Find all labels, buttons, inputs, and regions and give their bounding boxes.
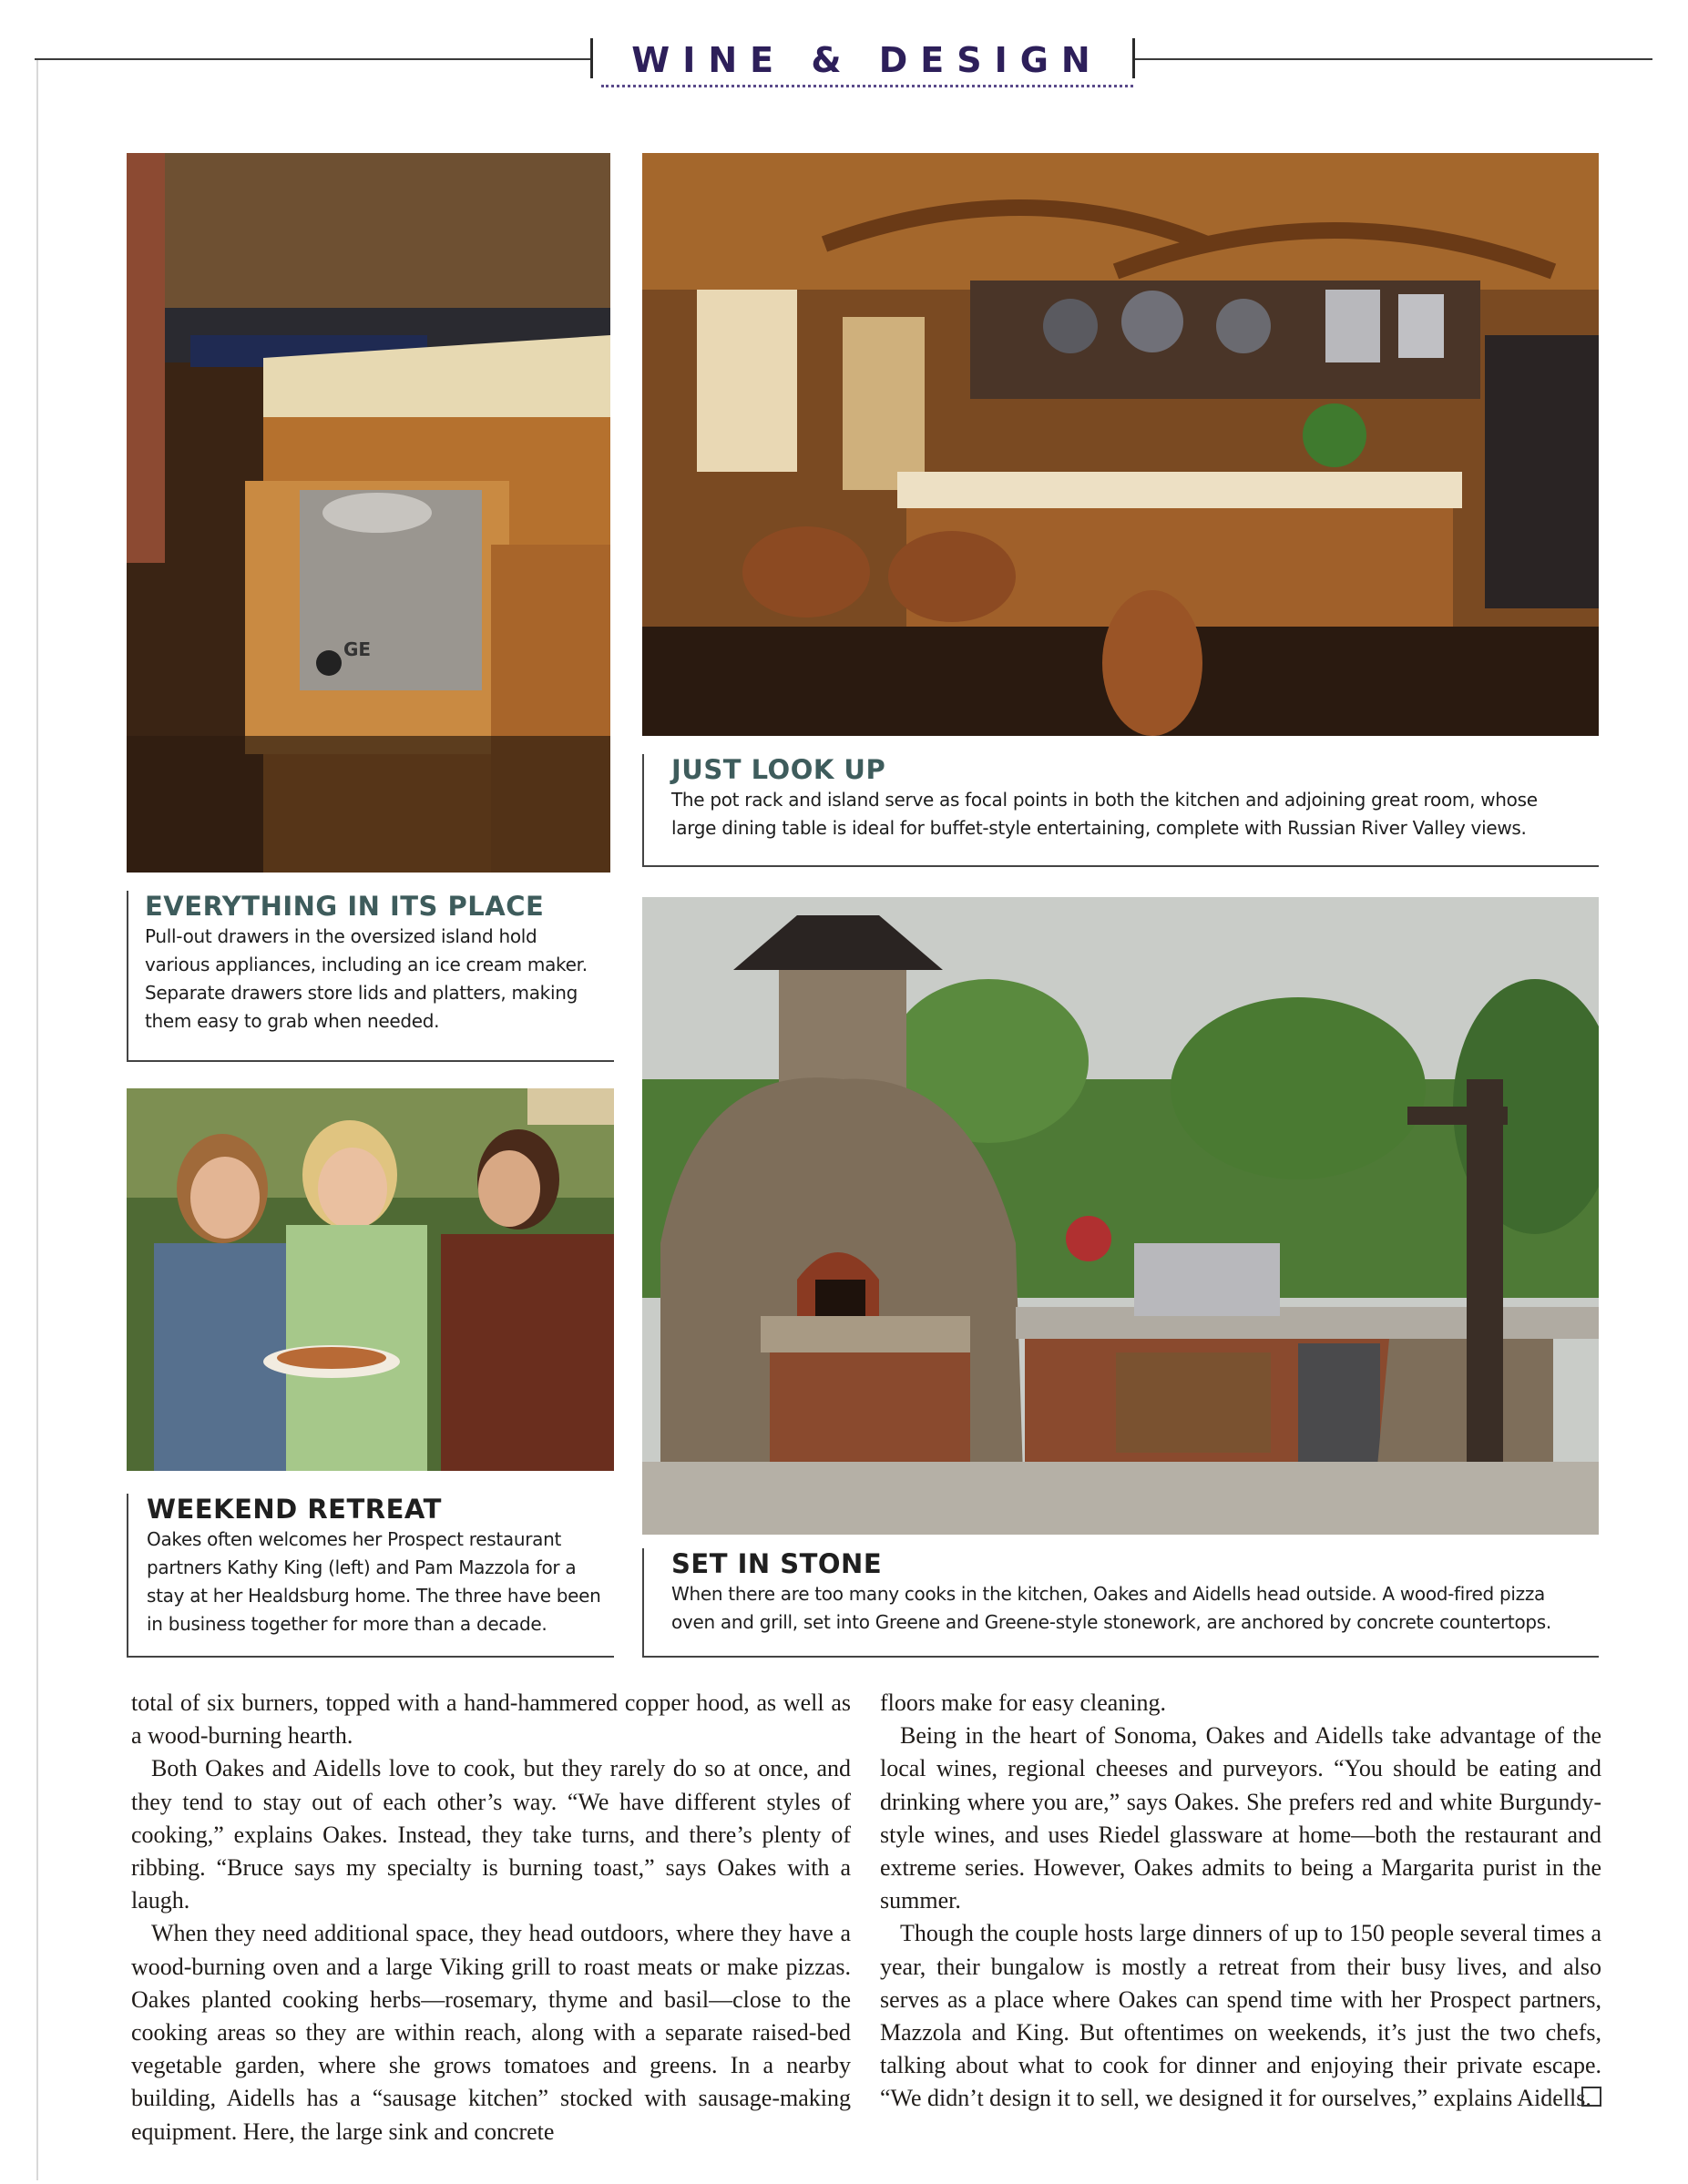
caption-line: Pull-out drawers in the oversized island hold — [145, 924, 537, 947]
article-paragraph: floors make for easy cleaning. — [880, 1689, 1167, 1716]
article-paragraph: Both Oakes and Aidells love to cook, but they rarely do so at once, and they tend to stay out of each other’s way. “We have different styles of cooking,” explains Oakes. Instead, they take turns, and there’s plenty of ribbing. “Bruce says my specialty is burning toast,” says Oakes with a laugh. — [131, 1755, 851, 1914]
caption-everything-in-its-place — [127, 891, 614, 1062]
caption-line: Separate drawers store lids and platters, making — [145, 981, 578, 1004]
header-rule-right — [1135, 58, 1652, 60]
article-paragraph: Being in the heart of Sonoma, Oakes and Aidells take advantage of the local wines, regional cheeses and purveyors. “You should be eating and drinking where you are,” says Oakes. She prefers red and white Burgundy-style wines, and uses Riedel glassware at home—both the restaurant and extreme series. However, Oakes admits to being a Margarita purist in the summer. — [880, 1722, 1601, 1914]
photo-island-drawer — [127, 153, 610, 873]
article-paragraph: When they need additional space, they head outdoors, where they have a wood-burning oven and a large Viking grill to roast meats or make pizzas. Oakes planted cooking herbs—rosemary, thyme and basil—close to the cooking areas so they are within reach, along with a separate raised-bed vegetable garden, where she grows tomatoes and greens. In a nearby building, Aidells has a “sausage kitchen” stocked with sausage-making equipment. Here, the large sink and concrete — [131, 1920, 851, 2145]
article-column-right — [880, 1687, 1601, 2116]
section-title: WINE & DESIGN — [601, 36, 1133, 87]
caption-title: EVERYTHING IN ITS PLACE — [145, 891, 545, 922]
caption-weekend-retreat — [127, 1494, 614, 1658]
caption-line: oven and grill, set into Greene and Greene-style stonework, are anchored by concrete countertops. — [671, 1610, 1551, 1633]
caption-line: them easy to grab when needed. — [145, 1009, 440, 1032]
photo-stone-pizza-oven — [642, 897, 1599, 1535]
caption-title: WEEKEND RETREAT — [147, 1494, 442, 1525]
caption-just-look-up — [642, 754, 1599, 867]
caption-line: partners Kathy King (left) and Pam Mazzola for a — [147, 1556, 577, 1578]
caption-title: JUST LOOK UP — [671, 754, 886, 785]
appliance-logo: GE — [343, 638, 372, 660]
caption-body — [671, 1580, 1599, 1637]
caption-line: The pot rack and island serve as focal points in both the kitchen and adjoining great room, whose — [671, 788, 1538, 811]
caption-line: stay at her Healdsburg home. The three have been — [147, 1584, 601, 1607]
caption-body — [671, 786, 1599, 842]
page-binding-line — [36, 58, 38, 2180]
photo-kitchen-pot-rack — [642, 153, 1599, 736]
caption-line: Oakes often welcomes her Prospect restaurant — [147, 1527, 562, 1550]
caption-line: in business together for more than a decade. — [147, 1612, 547, 1635]
caption-line: When there are too many cooks in the kitchen, Oakes and Aidells head outside. A wood-fired pizza — [671, 1582, 1546, 1605]
end-of-article-mark — [1581, 2087, 1601, 2107]
header-bar-left — [590, 38, 593, 78]
header-rule-left — [35, 58, 590, 60]
photo-three-chefs — [127, 1088, 614, 1471]
caption-title: SET IN STONE — [671, 1548, 883, 1579]
article-paragraph: total of six burners, topped with a hand-hammered copper hood, as well as a wood-burning hearth. — [131, 1689, 851, 1750]
caption-body — [147, 1526, 614, 1638]
caption-line: large dining table is ideal for buffet-style entertaining, complete with Russian River Valley views. — [671, 816, 1527, 839]
caption-line: various appliances, including an ice cream maker. — [145, 953, 588, 975]
article-paragraph: Though the couple hosts large dinners of up to 150 people several times a year, their bungalow is mostly a retreat from their busy lives, and also serves as a place where Oakes can spend time with her Prospect partners, Mazzola and King. But oftentimes on weekends, it’s just the two chefs, talking about what to cook for dinner and enjoying their private escape. “We didn’t design it to sell, we designed it for ourselves,” explains Aidells. — [880, 1920, 1601, 2112]
caption-body — [145, 923, 614, 1036]
article-column-left — [131, 1687, 851, 2148]
caption-set-in-stone — [642, 1548, 1599, 1658]
